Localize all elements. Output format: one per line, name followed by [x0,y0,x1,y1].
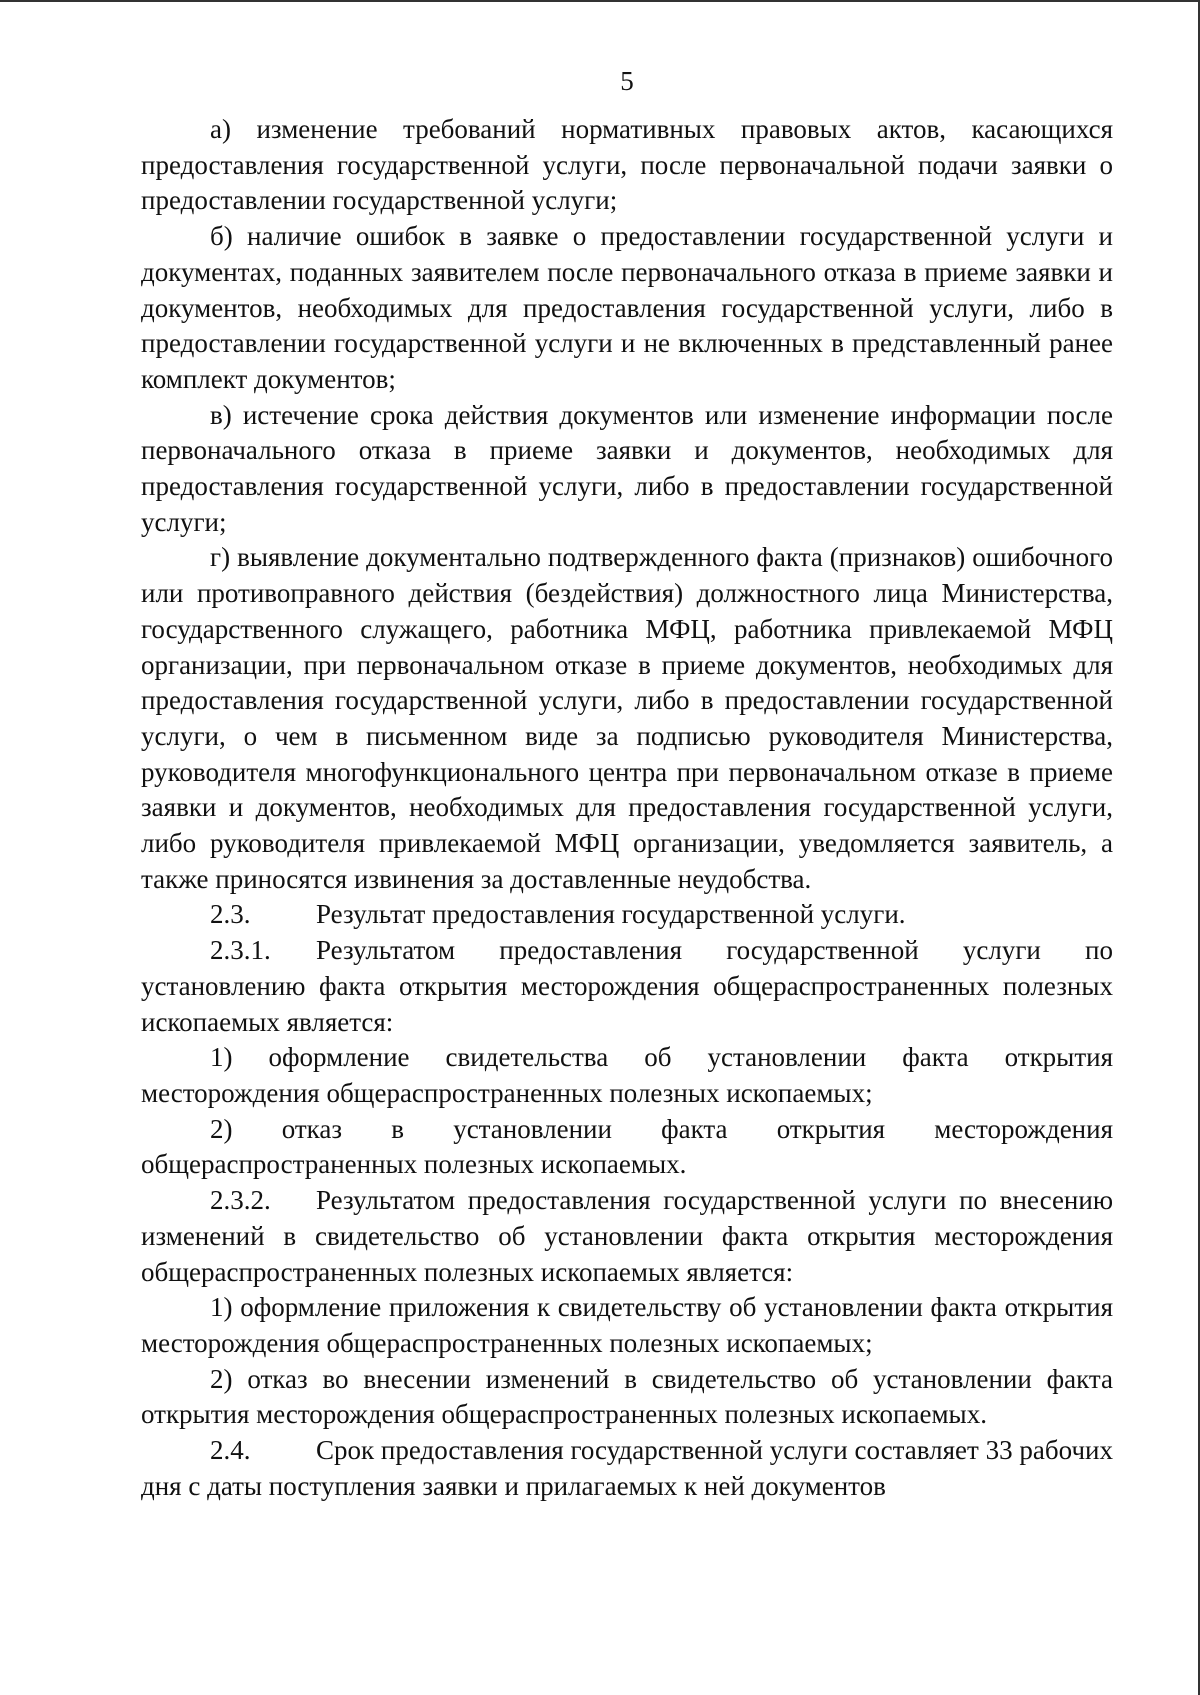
paragraph-text: а) изменение требований нормативных правовых актов, касающихся предоставления государственной услуги, после первоначальной подачи заявки о предоставлении государственной услуги; [141,114,1113,216]
section-number: 2.4. [210,1435,251,1466]
section-2-3-2 [141,1183,1113,1290]
paragraph-text: 1) оформление приложения к свидетельству об установлении факта открытия месторождения общераспространенных полезных ископаемых; [141,1292,1113,1358]
paragraph-text: 2) отказ в установлении факта открытия месторождения общераспространенных полезных ископаемых. [141,1113,1113,1180]
paragraph-v [141,398,1113,541]
paragraph-text: Результат предоставления государственной услуги. [316,899,906,930]
paragraph-a [141,112,1113,219]
document-body [141,112,1113,1504]
section-2-4 [141,1433,1113,1504]
section-2-3 [141,897,1113,933]
paragraph-text: Срок предоставления государственной услуги составляет 33 рабочих дня с даты поступления заявки и прилагаемых к ней документов [141,1435,1113,1501]
section-2-3-1 [141,933,1113,1040]
list-item-2-3-1-2 [141,1112,1113,1183]
page-number: 5 [620,66,634,96]
paragraph-text: б) наличие ошибок в заявке о предоставлении государственной услуги и документах, поданных заявителем после первоначального отказа в приеме заявки и документов, необходимых для предоставления государственной услуги, либо в предоставлении государственной услуги и не включенных в представленный ранее комплект документов; [141,221,1113,394]
paragraph-text: Результатом предоставления государственной услуги по установлению факта открытия месторождения общераспространенных полезных ископаемых является: [141,935,1113,1037]
paragraph-text: Результатом предоставления государственной услуги по внесению изменений в свидетельство об установлении факта открытия месторождения общераспространенных полезных ископаемых является: [141,1185,1113,1287]
paragraph-g [141,540,1113,897]
paragraph-text: 2) отказ во внесении изменений в свидетельство об установлении факта открытия месторождения общераспространенных полезных ископаемых. [141,1363,1113,1430]
list-item-2-3-2-2 [141,1362,1113,1433]
section-number: 2.3.2. [210,1185,271,1216]
paragraph-text: в) истечение срока действия документов или изменение информации после первоначального отказа в приеме заявки и документов, необходимых для предоставления государственной услуги, либо в предоставлении государственной услуги; [141,399,1113,537]
section-number: 2.3.1. [210,935,271,966]
list-item-2-3-2-1 [141,1290,1113,1361]
list-item-2-3-1-1 [141,1040,1113,1111]
paragraph-b [141,219,1113,398]
section-number: 2.3. [210,899,251,930]
paragraph-text: 1) оформление свидетельства об установлении факта открытия месторождения общераспространенных полезных ископаемых; [141,1042,1113,1108]
paragraph-text: г) выявление документально подтвержденного факта (признаков) ошибочного или противоправного действия (бездействия) должностного лица Министерства, государственного служащего, работника МФЦ, работника привлекаемой МФЦ организации, при первоначальном отказе в приеме документов, необходимых для предоставления государственной услуги, либо в предоставлении государственной услуги, о чем в письменном виде за подписью руководителя Министерства, руководителя многофункционального центра при первоначальном отказе в приеме заявки и документов, необходимых для предоставления государственной услуги, либо руководителя привлекаемой МФЦ организации, уведомляется заявитель, а также приносятся извинения за доставленные неудобства. [141,542,1113,894]
